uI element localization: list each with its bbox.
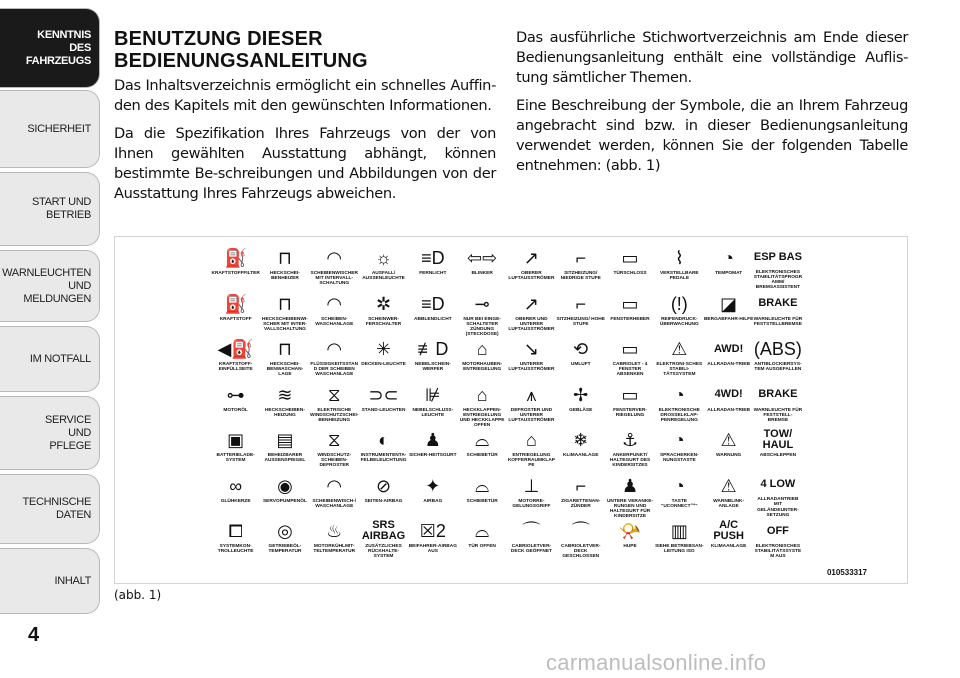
- symbol-label: INSTRUMENTENTA-FELBELEUCHTUNG: [360, 453, 407, 464]
- section-heading: BENUTZUNG DIESER BEDIENUNGSANLEITUNG: [114, 28, 368, 72]
- symbol-icon: ◀⛽: [217, 339, 254, 359]
- symbol-label: KRAFTSTOFF-EINFÜLLSEITE: [218, 362, 253, 373]
- symbol-icon: ◉: [277, 475, 293, 496]
- paragraph-4: Eine Beschreibung der Symbole, die an Ihrem Fahrzeug angebracht sind bzw. in dieser Bedienungsanleitung verwendet werden, können Sie der folgenden Tabelle entnehmen: (abb. 1): [516, 97, 908, 174]
- symbol-cell: [556, 518, 605, 564]
- right-column: [516, 28, 908, 184]
- symbol-label: ABBLENDLICHT: [414, 316, 452, 322]
- symbol-cell: [260, 291, 309, 337]
- symbol-icon: ⛽: [224, 293, 247, 314]
- symbol-label: GEBLÄSE: [569, 407, 593, 413]
- symbol-icon: ≡D: [421, 293, 445, 314]
- symbol-label: ANKERPUNKT/ HALTEGURT DES KINDERSITZES: [609, 453, 651, 469]
- symbol-cell: [310, 291, 359, 337]
- chapter-tab-3[interactable]: [0, 172, 100, 246]
- symbol-cell: [605, 382, 654, 428]
- chapter-tab-4[interactable]: [0, 250, 100, 322]
- symbol-cell: [556, 245, 605, 291]
- symbol-icon: ⌂: [525, 430, 537, 450]
- symbol-label: ELEKTRONI-SCHES STABILI-TÄTSSYSTEM: [656, 362, 703, 378]
- symbol-icon: ⚠: [720, 430, 737, 450]
- symbol-label: STAND-LEUCHTEN: [361, 407, 406, 413]
- symbol-label: OBERER LUFTAUSSTRÖMER: [508, 271, 555, 282]
- symbol-cell: [211, 382, 260, 428]
- symbol-icon: ⩚: [526, 384, 537, 405]
- symbol-label: HECKKLAPPEN-ENTRIEGELUNG UND HECKKLAPPE OFFEN: [459, 407, 505, 427]
- symbol-cell: [211, 291, 260, 337]
- chapter-tab-label: SERVICE UND PFLEGE: [45, 413, 91, 452]
- symbol-label: ELEKTRONISCHE DROSSELKLAP-PENREGELUNG: [658, 407, 700, 423]
- symbol-cell: [605, 336, 654, 382]
- symbol-icon: ⊓: [277, 339, 292, 359]
- symbol-label: MOTORHAUBEN-ENTRIEGELUNG: [462, 362, 503, 373]
- figure-caption: (abb. 1): [114, 588, 162, 602]
- chapter-tabs: [0, 0, 104, 640]
- symbol-cell: [359, 382, 408, 428]
- symbol-label: SCHEIBEN-WASCHANLAGE: [315, 316, 354, 327]
- symbol-icon: ⊓: [277, 248, 292, 268]
- chapter-tab-8[interactable]: [0, 548, 100, 614]
- symbol-label: ZUSÄTZLICHES RÜCKHALTE-SYSTEM: [365, 544, 402, 560]
- symbol-icon: ▤: [276, 430, 294, 450]
- symbol-label: WARNUNG: [715, 453, 742, 458]
- symbol-icon: ↗: [523, 293, 539, 314]
- symbol-cell: [211, 336, 260, 382]
- symbol-label: FERNLICHT: [419, 271, 447, 276]
- symbol-cell: [211, 427, 260, 473]
- symbol-text-icon: [714, 336, 743, 362]
- symbol-label: TASTE "UCONNECT™": [661, 498, 698, 509]
- symbol-cell: [408, 427, 457, 473]
- chapter-tab-6[interactable]: [0, 396, 100, 470]
- chapter-tab-2[interactable]: [0, 90, 100, 168]
- symbol-cell: [704, 291, 753, 337]
- symbol-icon: ⌐: [575, 293, 586, 314]
- paragraph-3: Das ausführliche Stichwortverzeichnis am Ende dieser Bedienungsanleitung enthält eine vollständige Auflis-tung sämtlicher Themen.: [516, 29, 908, 86]
- symbol-label: AIRBAG: [423, 498, 443, 504]
- symbol-icon: ⌓: [475, 475, 490, 496]
- symbol-icon: ♟: [424, 430, 441, 450]
- symbol-table-figure: [114, 236, 908, 584]
- symbol-icon: ⊓: [277, 293, 292, 314]
- symbol-icon: ▭: [621, 384, 639, 405]
- symbol-label: VERSTELLBARE PEDALE: [659, 271, 699, 282]
- symbol-icon: (!): [670, 293, 688, 314]
- symbol-icon: ⌇: [674, 248, 684, 268]
- symbol-text-icon: [760, 473, 795, 498]
- symbol-label: UNTERE VERANKE-RUNGEN UND HALTEGURT FÜR KINDERSITZE: [606, 498, 654, 518]
- symbol-icon: ⟲: [573, 339, 589, 359]
- symbol-cell: [556, 473, 605, 519]
- symbol-icon: ❄: [573, 430, 589, 450]
- symbol-label: WARNLEUCHTE FÜR FESTSTELL-BREMSE: [753, 407, 803, 423]
- symbol-cell: [260, 336, 309, 382]
- symbol-icon: ≋: [277, 384, 293, 405]
- symbol-icon: ⧖: [327, 384, 341, 405]
- symbol-icon: ◐: [378, 430, 389, 450]
- paragraph-1: Das Inhaltsverzeichnis ermöglicht ein schnelles Auffin-den des Kapitels mit den gewünschten Informationen.: [114, 77, 496, 114]
- symbol-cell: [704, 245, 753, 291]
- symbol-cell: [359, 473, 408, 519]
- symbol-label: HECKSCHEIBENWI-SCHER MIT INTER-VALLSCHALTUNG: [262, 316, 308, 332]
- symbol-label: CABRIOLET - 4 FENSTER ABSENKEN: [612, 362, 648, 378]
- symbol-text-icon: [704, 518, 753, 544]
- symbol-label: SITZHEIZUNG/ NIEDRIGE STUFE: [560, 271, 601, 282]
- symbol-cell: [704, 473, 753, 519]
- symbol-icon: ⌒: [571, 521, 590, 541]
- symbol-text-icon: [758, 382, 797, 408]
- symbol-label: SCHIEBETÜR: [466, 498, 498, 504]
- symbol-icon: ▥: [670, 521, 688, 541]
- symbol-cell: [310, 427, 359, 473]
- symbol-text-icon: [753, 427, 802, 453]
- symbol-icon: 📯: [618, 521, 642, 541]
- chapter-tab-label: KENNTNIS DES FAHRZEUGS: [25, 28, 91, 67]
- symbol-cell: [457, 245, 506, 291]
- symbol-icon: ⛽: [224, 248, 247, 268]
- symbol-cell: [310, 245, 359, 291]
- symbol-icon: ◠: [326, 475, 343, 496]
- symbol-cell: [359, 427, 408, 473]
- symbol-cell: [359, 291, 408, 337]
- symbol-icon: ▣: [227, 430, 245, 450]
- symbol-icon: ◔: [673, 475, 685, 496]
- symbol-icon: ▭: [621, 293, 639, 314]
- symbol-icon: ⧠: [228, 521, 243, 541]
- symbol-icon: ♨: [326, 521, 343, 541]
- symbol-label: NUR BEI EINGE-SCHALTETER ZÜNDUNG (STECKDOSE): [463, 316, 501, 336]
- symbol-icon: ⊸: [474, 293, 490, 314]
- symbol-label: UNTERER LUFTAUSSTRÖMER: [508, 362, 555, 373]
- symbol-cell: [457, 427, 506, 473]
- symbol-icon: ⊃⊂: [368, 384, 399, 405]
- symbol-label: MOTORKÜHLMIT-TELTEMPERATUR: [313, 544, 356, 555]
- symbol-cell: [408, 473, 457, 519]
- symbol-icon: ⚠: [720, 475, 737, 496]
- symbol-label: ABSCHLEPPEN: [759, 453, 797, 458]
- symbol-cell: [457, 336, 506, 382]
- symbol-cell: [359, 518, 408, 564]
- symbol-cell: [655, 518, 704, 564]
- symbol-cell: [260, 473, 309, 519]
- symbol-cell: [753, 245, 802, 291]
- symbol-label: MOTORRE-GELUNGSGRIFF: [512, 498, 551, 509]
- figure-code: 010533317: [826, 568, 867, 577]
- symbol-icon: ⌐: [575, 475, 586, 496]
- symbol-cell: [507, 427, 556, 473]
- symbol-label: HECKSCHEIBEN-HEIZUNG: [264, 407, 305, 418]
- symbol-label: BEHEIZBARER AUSSENSPIEGEL: [264, 453, 306, 464]
- symbol-label: MOTORÖL: [223, 407, 248, 413]
- symbol-icon: ∞: [229, 475, 243, 496]
- symbol-cell: [260, 245, 309, 291]
- symbol-label: CABRIOLETVER-DECK GEÖFFNET: [510, 544, 552, 555]
- left-column: [114, 28, 496, 212]
- symbol-label: TEMPOMAT: [715, 271, 743, 276]
- symbol-cell: [753, 336, 802, 382]
- symbol-text-icon: [758, 291, 797, 317]
- symbol-icon: ⊥: [523, 475, 540, 496]
- symbol-cell: [457, 382, 506, 428]
- symbol-label: BEIFAHRER-AIRBAG AUS: [408, 544, 457, 555]
- symbol-label: SICHER-HEITSGURT: [409, 453, 457, 458]
- symbol-icon: ◎: [277, 521, 293, 541]
- symbol-icon: ◠: [326, 293, 343, 314]
- symbol-cell: [753, 291, 802, 337]
- symbol-icon: ◔: [673, 430, 685, 450]
- symbol-cell: [457, 291, 506, 337]
- symbol-label: SPRACHERKEN-NUNGSTASTE: [659, 453, 699, 464]
- symbol-label: ELEKTRISCHE WINDSCHUTZSCHEI-BENHEIZUNG: [309, 407, 359, 423]
- symbol-text: AWD!: [713, 342, 744, 355]
- symbol-cell: [605, 245, 654, 291]
- symbol-text: A/C PUSH: [713, 519, 744, 542]
- symbol-icon: ⚠: [671, 339, 688, 359]
- symbol-label: FLÜSSIGKEITSSTAND DER SCHEIBEN WASCHANLAGE: [310, 362, 359, 378]
- symbol-label: HUPE: [623, 544, 637, 549]
- symbol-label: ENTRIEGELUNG KOFFERRAUMKLAPPE: [507, 453, 556, 469]
- symbol-icon: ☒2: [419, 521, 446, 541]
- symbol-icon: ▭: [621, 339, 639, 359]
- symbol-cell: [211, 245, 260, 291]
- symbol-cell: [408, 382, 457, 428]
- symbol-label: FENSTERHEBER: [610, 316, 650, 322]
- symbol-icon: ≢D: [417, 339, 449, 359]
- symbol-icon: ⌐: [575, 248, 586, 268]
- watermark: carmanualsonline.info: [546, 650, 767, 675]
- symbol-cell: [556, 427, 605, 473]
- symbol-label: SCHEINWER-FERSCHALTER: [365, 316, 402, 327]
- symbol-label: SCHIEBETÜR: [466, 453, 498, 458]
- symbol-cell: [507, 473, 556, 519]
- chapter-tab-7[interactable]: [0, 474, 100, 544]
- symbol-icon: (ABS): [753, 339, 802, 359]
- chapter-tab-label: IM NOTFALL: [29, 352, 91, 365]
- symbol-text: BRAKE: [758, 388, 798, 400]
- symbol-cell: [753, 473, 802, 519]
- symbol-icon: ◠: [326, 339, 343, 359]
- symbol-icon: ◔: [723, 248, 735, 268]
- symbol-cell: [408, 518, 457, 564]
- symbol-label: TÜRSCHLOSS: [613, 271, 647, 276]
- chapter-tab-label: WARNLEUCHTEN UND MELDUNGEN: [2, 266, 91, 305]
- symbol-cell: [605, 518, 654, 564]
- symbol-cell: [556, 336, 605, 382]
- symbol-label: ALLRADAN-TRIEB: [707, 362, 750, 367]
- symbol-icon: ↘: [523, 339, 539, 359]
- symbol-cell: [310, 518, 359, 564]
- symbol-cell: [753, 382, 802, 428]
- symbol-label: UMLUFT: [570, 362, 591, 367]
- symbol-grid: [211, 245, 803, 564]
- symbol-cell: [211, 518, 260, 564]
- symbol-label: ALLRADANTRIEB MIT GELÄNDEUNTER-SETZUNG: [757, 497, 799, 518]
- symbol-cell: [655, 427, 704, 473]
- symbol-label: DECKEN-LEUCHTE: [361, 362, 406, 367]
- symbol-icon: ◔: [673, 384, 685, 405]
- symbol-label: BLINKER: [471, 271, 493, 276]
- symbol-icon: ⌂: [476, 339, 488, 359]
- symbol-icon: ☼: [375, 248, 392, 268]
- symbol-text: ESP BAS: [753, 250, 802, 263]
- symbol-cell: [457, 473, 506, 519]
- symbol-label: WINDSCHUTZ-SCHEIBEN-DEFROSTER: [317, 453, 352, 469]
- paragraph-2: Da die Spezifikation Ihres Fahrzeugs von der von Ihnen gewählten Ausstattung abhängt, können bestimmte Be-schreibungen und Abbildungen von der Ausstattung Ihres Fahrzeugs abweichen.: [114, 125, 496, 202]
- symbol-icon: ⌂: [476, 384, 488, 405]
- symbol-label: NEBELSCHEIN-WERFER: [414, 362, 451, 373]
- symbol-label: BERGABFAHR-HILFE: [703, 316, 754, 322]
- chapter-tab-5[interactable]: [0, 326, 100, 392]
- symbol-cell: [507, 518, 556, 564]
- symbol-cell: [655, 245, 704, 291]
- symbol-cell: [507, 291, 556, 337]
- symbol-cell: [704, 336, 753, 382]
- symbol-cell: [211, 473, 260, 519]
- symbol-icon: ✲: [375, 293, 392, 314]
- symbol-cell: [655, 291, 704, 337]
- symbol-label: GETRIEBEÖL-TEMPERATUR: [268, 544, 302, 555]
- symbol-text-icon: [767, 518, 789, 544]
- symbol-cell: [260, 518, 309, 564]
- symbol-label: SITZHEIZUNG/ HOHE STUFE: [556, 316, 605, 327]
- symbol-icon: ⊘: [375, 475, 392, 496]
- symbol-cell: [457, 518, 506, 564]
- symbol-icon: ⇦⇨: [467, 248, 498, 268]
- symbol-label: WARNLEUCHTE FÜR FESTSTELLBREMSE: [753, 316, 803, 327]
- symbol-label: SYSTEMKON-TROLLEUCHTE: [217, 544, 254, 555]
- symbol-label: ELEKTRONISCHES STABILITÄTSPROGRAMM/ BREMSASSISTENT: [753, 269, 803, 291]
- symbol-label: WARNBLINK-ANLAGE: [713, 498, 745, 509]
- symbol-label: SEITEN-AIRBAG: [364, 498, 403, 504]
- symbol-cell: [556, 291, 605, 337]
- symbol-text: BRAKE: [758, 297, 798, 309]
- symbol-cell: [359, 245, 408, 291]
- symbol-text: OFF: [766, 524, 789, 537]
- symbol-label: HECKSCHEI-BENHEIZER: [270, 271, 300, 282]
- symbol-cell: [507, 382, 556, 428]
- symbol-text: SRS AIRBAG: [361, 519, 406, 542]
- symbol-cell: [655, 382, 704, 428]
- symbol-cell: [359, 336, 408, 382]
- symbol-cell: [556, 382, 605, 428]
- chapter-tab-label: INHALT: [54, 574, 91, 587]
- symbol-label: REIFENDRUCK-ÜBERWACHUNG: [659, 316, 699, 327]
- symbol-text-icon: [754, 245, 802, 270]
- symbol-label: AUSFALL/ AUSSENLEUCHTE: [362, 271, 405, 282]
- symbol-cell: [507, 336, 556, 382]
- symbol-cell: [605, 291, 654, 337]
- symbol-label: HECKSCHEI-BENWASCHAN-LAGE: [266, 362, 304, 378]
- symbol-label: DEFROSTER UND UNTERER LUFTAUSSTRÖMER: [508, 407, 555, 423]
- symbol-label: KLIMAANLAGE: [563, 453, 599, 458]
- symbol-icon: ≡D: [421, 248, 445, 268]
- symbol-icon: ⧖: [327, 430, 341, 450]
- symbol-cell: [408, 336, 457, 382]
- symbol-cell: [605, 473, 654, 519]
- symbol-icon: ⊶: [226, 384, 245, 405]
- symbol-label: NEBELSCHLUSS-LEUCHTE: [412, 407, 454, 418]
- symbol-cell: [310, 473, 359, 519]
- symbol-icon: ◠: [326, 248, 343, 268]
- symbol-text-icon: [359, 518, 408, 544]
- chapter-tab-label: SICHERHEIT: [27, 122, 91, 135]
- symbol-label: ELEKTRONISCHES STABILITÄTSSYSTEM AUS: [754, 544, 802, 560]
- symbol-text: TOW/ HAUL: [762, 428, 794, 451]
- symbol-icon: ✢: [573, 384, 589, 405]
- symbol-label: ALLRADAN-TRIEB: [707, 407, 750, 413]
- symbol-cell: [507, 245, 556, 291]
- chapter-tab-1[interactable]: [0, 8, 100, 88]
- symbol-label: OBERER UND UNTERER LUFTAUSSTRÖMER: [508, 316, 555, 332]
- symbol-label: KLIMAANLAGE: [710, 544, 747, 549]
- symbol-icon: ↗: [523, 248, 539, 268]
- symbol-label: SIEHE BETRIEBSAN-LEITUNG ISO: [655, 544, 704, 555]
- symbol-label: SCHEIBENWISCH-/ WASCHANLAGE: [312, 498, 357, 509]
- symbol-icon: ⚓: [621, 430, 639, 450]
- symbol-label: KRAFTSTOFF: [219, 316, 252, 322]
- symbol-text: 4WD!: [714, 388, 743, 400]
- symbol-label: SERVOPUMPENÖL: [262, 498, 307, 504]
- symbol-cell: [704, 382, 753, 428]
- symbol-text-icon: [715, 382, 743, 408]
- symbol-cell: [605, 427, 654, 473]
- symbol-icon: ⊯: [424, 384, 441, 405]
- symbol-label: KRAFTSTOFFFILTER: [211, 271, 260, 276]
- symbol-icon: ⌓: [475, 521, 490, 541]
- symbol-cell: [655, 336, 704, 382]
- symbol-icon: ♟: [621, 475, 639, 496]
- symbol-cell: [704, 518, 753, 564]
- chapter-tab-label: START UND BETRIEB: [31, 196, 91, 221]
- symbol-icon: ◪: [720, 293, 738, 314]
- page-number: 4: [28, 624, 40, 646]
- symbol-cell: [260, 382, 309, 428]
- symbol-icon: ✳: [375, 339, 392, 359]
- symbol-cell: [753, 518, 802, 564]
- symbol-cell: [704, 427, 753, 473]
- symbol-cell: [408, 245, 457, 291]
- chapter-tab-label: TECHNISCHE DATEN: [22, 496, 91, 521]
- symbol-label: ZIGARETTENAN-ZÜNDER: [561, 498, 601, 509]
- symbol-cell: [310, 336, 359, 382]
- symbol-label: BATTERIELADE-SYSTEM: [216, 453, 255, 464]
- symbol-icon: ⌒: [522, 521, 541, 541]
- symbol-cell: [260, 427, 309, 473]
- symbol-text: 4 LOW: [760, 478, 796, 491]
- symbol-cell: [408, 291, 457, 337]
- symbol-label: TÜR OFFEN: [468, 544, 496, 549]
- symbol-icon: ⌓: [475, 430, 490, 450]
- symbol-cell: [753, 427, 802, 473]
- symbol-icon: ▭: [621, 248, 639, 268]
- symbol-label: GLÜHKERZE: [220, 498, 251, 504]
- symbol-cell: [310, 382, 359, 428]
- symbol-cell: [655, 473, 704, 519]
- symbol-label: ANTIBLOCKIERSYS-TEM AUSGEFALLEN: [754, 362, 802, 373]
- symbol-label: CABRIOLETVER-DECK GESCHLOSSEN: [561, 544, 601, 560]
- symbol-label: FENSTERVER-RIEGELUNG: [613, 407, 647, 418]
- symbol-label: SCHEIBENWISCHER MIT INTERVALL-SCHALTUNG: [310, 271, 358, 287]
- symbol-icon: ✦: [425, 475, 441, 496]
